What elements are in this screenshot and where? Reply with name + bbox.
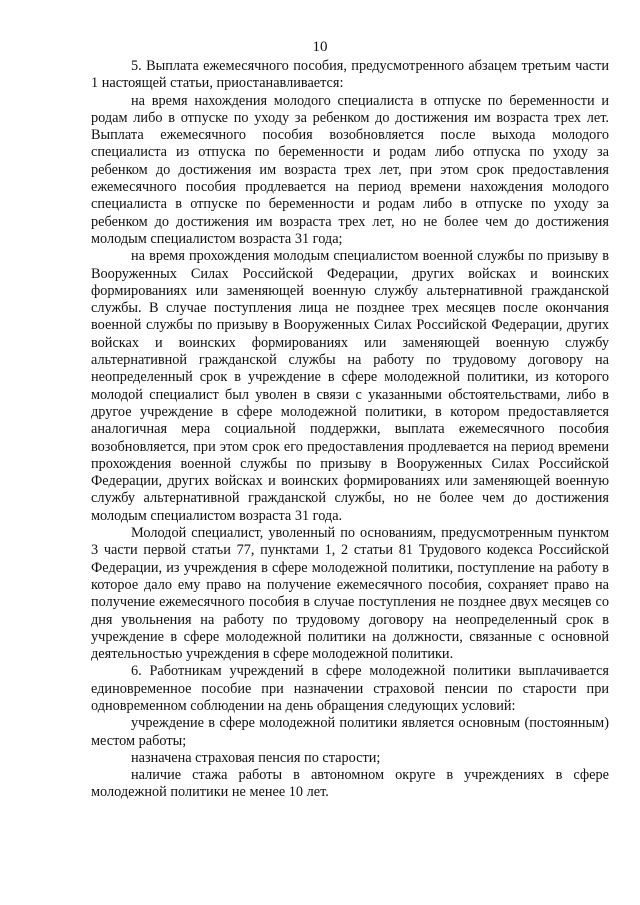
paragraph-dismissed-specialist: Молодой специалист, уволенный по основаниям, предусмотренным пунктом 3 части первой статьи 77, пунктами 1, 2 статьи 81 Трудового кодекса Российской Федерации, из учреждения в сфере молодежной политики, поступление на работу в которое дало ему право на получение ежемесячного пособия, сохраняет право на получение ежемесячного пособия в случае поступления не позднее двух месяцев со дня увольнения на работу по трудовому договору на неопределенный срок в учреждение в сфере молодежной политики на должности, связанные с основной деятельностью учреждения в сфере молодежной политики.	[91, 525, 609, 663]
paragraph-condition-main-workplace: учреждение в сфере молодежной политики является основным (постоянным) местом работы;	[91, 715, 609, 749]
paragraph-maternity-leave: на время нахождения молодого специалиста в отпуске по беременности и родам либо в отпуске по уходу за ребенком до достижения им возраста трех лет. Выплата ежемесячного пособия возобновляется после выхода молодого специалиста из отпуска по беременности и родам либо отпуска по уходу за ребенком до достижения им возраста трех лет, при этом срок предоставления ежемесячного пособия продлевается на период времени нахождения молодого специалиста в отпуске по беременности и родам либо в отпуске по уходу за ребенком до достижения им возраста трех лет, но не более чем до достижения молодым специалистом возраста 31 года;	[91, 92, 609, 247]
paragraph-military-service: на время прохождения молодым специалистом военной службы по призыву в Вооруженных Силах Российской Федерации, других войсках и воинских формированиях или заменяющей военную службу альтернативной гражданской службы. В случае поступления лица не позднее трех месяцев после окончания военной службы по призыву в Вооруженных Силах Российской Федерации, других войсках и воинских формированиях или заменяющей военную службу альтернативной гражданской службы на работу по трудовому договору на неопределенный срок в учреждение в сфере молодежной политики, из которого молодой специалист был уволен в связи с указанными обстоятельствами, либо в другое учреждение в сфере молодежной политики, в котором предоставляется аналогичная мера социальной поддержки, выплата ежемесячного пособия возобновляется, при этом срок его предоставления продлевается на период времени прохождения военной службы по призыву в Вооруженных Силах Российской Федерации, других войсках и воинских формированиях или заменяющей военную службу альтернативной гражданской службы, но не более чем до достижения молодым специалистом возраста 31 года.	[91, 248, 609, 524]
paragraph-6-intro: 6. Работникам учреждений в сфере молодежной политики выплачивается единовременное пособие при назначении страховой пенсии по старости при одновременном соблюдении на день обращения следующих условий:	[91, 663, 609, 714]
paragraph-5-intro: 5. Выплата ежемесячного пособия, предусмотренного абзацем третьим части 1 настоящей статьи, приостанавливается:	[91, 58, 609, 92]
page-number: 10	[312, 39, 328, 55]
document-body	[91, 58, 609, 802]
paragraph-condition-work-experience: наличие стажа работы в автономном округе в учреждениях в сфере молодежной политики не менее 10 лет.	[91, 767, 609, 801]
paragraph-condition-pension: назначена страховая пенсия по старости;	[131, 749, 381, 766]
